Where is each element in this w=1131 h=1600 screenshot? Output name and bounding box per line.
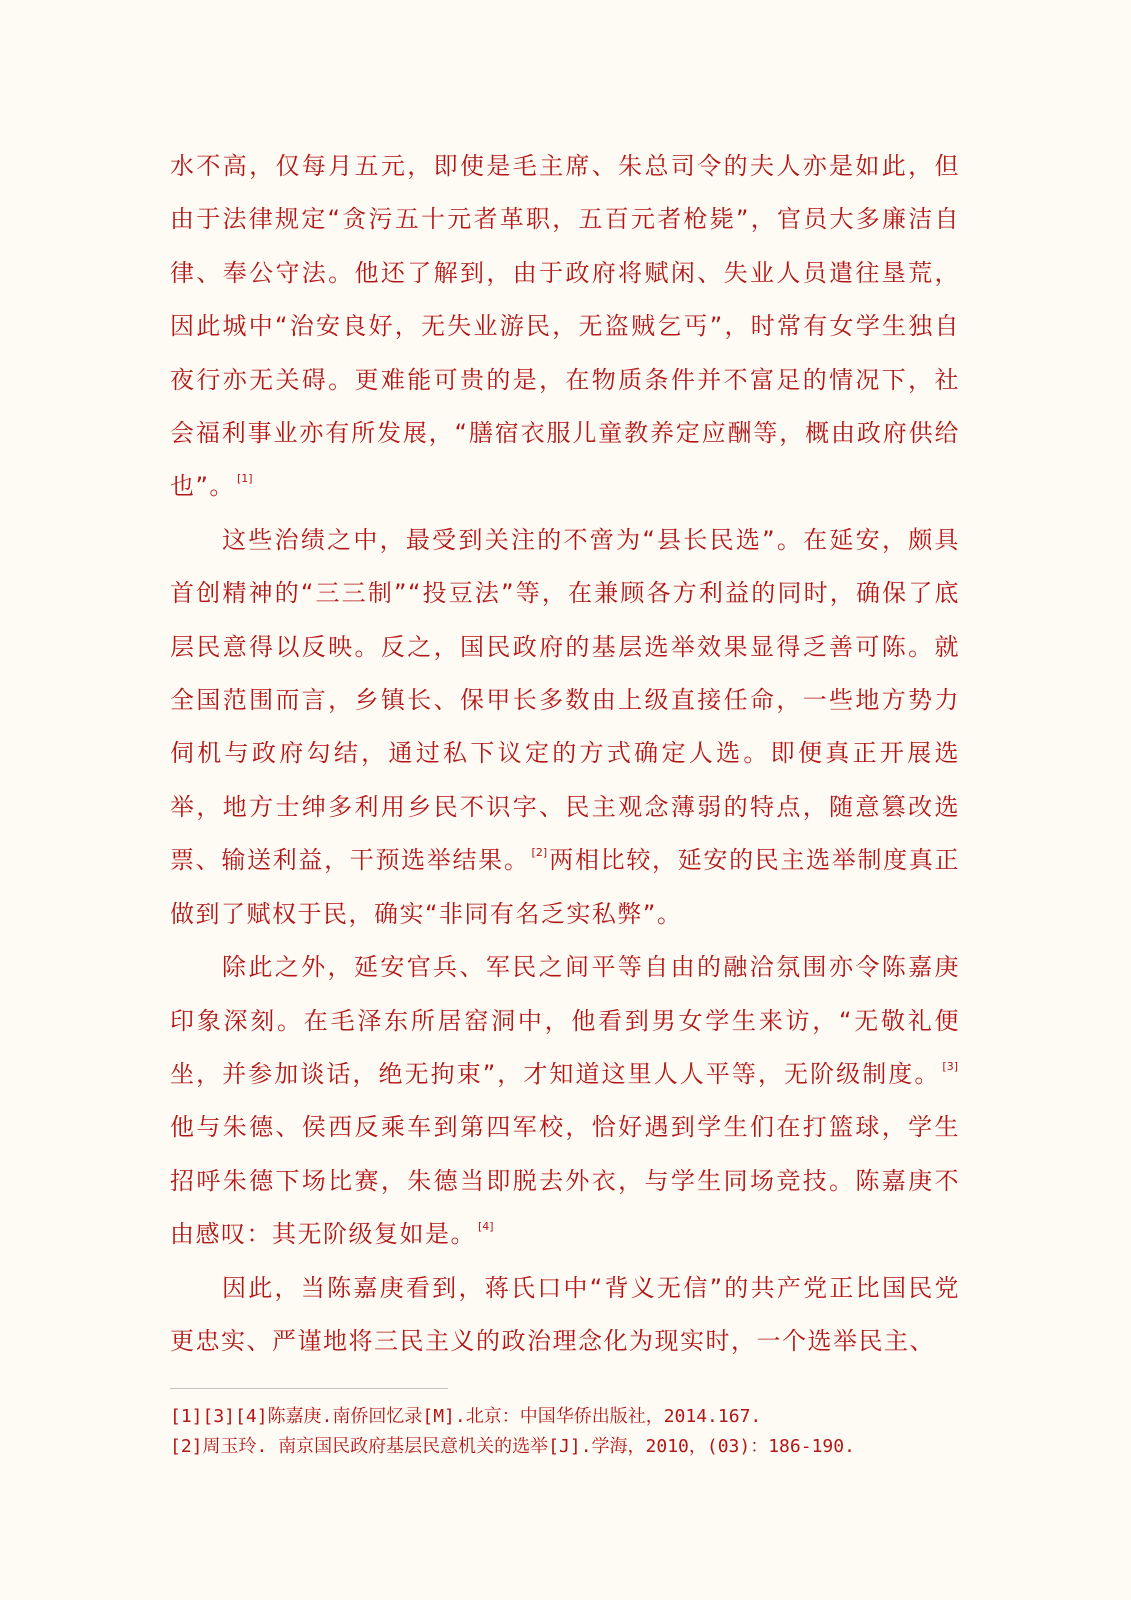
paragraph-text: 两相比较，延安的民主选举制度真正做到了赋权于民，确实“非同有名乏实私弊”。	[170, 846, 961, 928]
footnote-2: [2]周玉玲. 南京国民政府基层民意机关的选举[J].学海，2010，(03)：186-190.	[170, 1436, 855, 1457]
paragraph-text: 他与朱德、侯西反乘车到第四军校，恰好遇到学生们在打篮球，学生招呼朱德下场比赛，朱德当即脱去外衣，与学生同场竞技。陈嘉庚不由感叹：其无阶级复如是。	[170, 1113, 960, 1249]
paragraph	[170, 140, 960, 514]
paragraph-text: 因此，当陈嘉庚看到，蒋氏口中“背义无信”的共产党正比国民党更忠实、严谨地将三民主义的政治理念化为现实时，一个选举民主、	[170, 1273, 960, 1355]
paragraph-text: 水不高，仅每月五元，即使是毛主席、朱总司令的夫人亦是如此，但由于法律规定“贪污五十元者革职，五百元者枪毙”，官员大多廉洁自律、奉公守法。他还了解到，由于政府将赋闲、失业人员遣往垦荒，因此城中“治安良好，无失业游民，无盗贼乞丐”，时常有女学生独自夜行亦无关碍。更难能可贵的是，在物质条件并不富足的情况下，社会福利事业亦有所发展，“膳宿衣服儿童教养定应酬等，概由政府供给也”。	[170, 152, 960, 501]
footnote-reference: [1]	[236, 472, 253, 486]
footnote-reference: [3]	[942, 1059, 958, 1073]
footnotes	[170, 1402, 970, 1462]
body-text	[170, 140, 960, 1368]
paragraph-text: 除此之外，延安官兵、军民之间平等自由的融洽氛围亦令陈嘉庚印象深刻。在毛泽东所居窑洞中，他看到男女学生来访，“无敬礼便坐，并参加谈话，绝无拘束”，才知道这里人人平等，无阶级制度。	[170, 953, 960, 1088]
paragraph-text: 这些治绩之中，最受到关注的不啻为“县长民选”。在延安，颇具首创精神的“三三制”“投豆法”等，在兼顾各方利益的同时，确保了底层民意得以反映。反之，国民政府的基层选举效果显得乏善可陈。就全国范围而言，乡镇长、保甲长多数由上级直接任命，一些地方势力伺机与政府勾结，通过私下议定的方式确定人选。即便真正开展选举，地方士绅多利用乡民不识字、民主观念薄弱的特点，随意篡改选票、输送利益，干预选举结果。	[170, 525, 960, 875]
paragraph	[170, 941, 960, 1261]
footnote-divider	[170, 1388, 448, 1389]
paragraph	[170, 514, 960, 941]
footnote-1: [1][3][4]陈嘉庚.南侨回忆录[M].北京：中国华侨出版社，2014.167.	[170, 1406, 762, 1427]
paragraph	[170, 1262, 960, 1369]
footnote-reference: [4]	[478, 1220, 494, 1234]
footnote-reference: [2]	[531, 846, 548, 860]
